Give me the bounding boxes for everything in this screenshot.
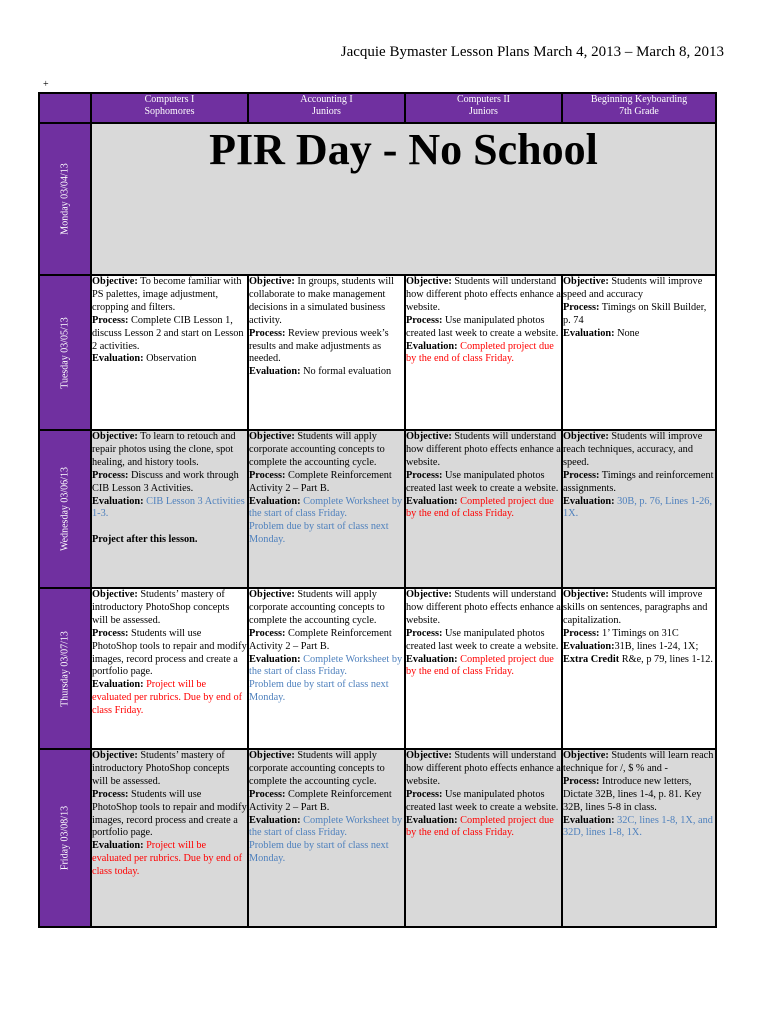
- evaluation-text: Observation: [143, 353, 197, 365]
- process-text: Use manipulated photos created last week to create a website.: [406, 788, 559, 813]
- corner-cell: [39, 93, 91, 123]
- evaluation-extra-text: Problem due by start of class next Monday.: [249, 521, 389, 546]
- evaluation-text: Complete Worksheet by the start of class Friday.: [249, 814, 403, 839]
- evaluation-label: Evaluation:: [563, 814, 615, 826]
- evaluation-text: No formal evaluation: [300, 366, 392, 378]
- evaluation-text: Project will be evaluated per rubrics. Due by end of class today.: [92, 840, 243, 878]
- objective-text: Students will improve speed and accuracy: [563, 276, 703, 300]
- lesson-cell: [562, 275, 716, 430]
- objective-label: Objective:: [406, 589, 452, 600]
- lesson-cell: [248, 275, 405, 430]
- no-school-banner: PIR Day - No School: [91, 123, 716, 275]
- evaluation-label: Evaluation:: [249, 814, 301, 826]
- evaluation-label: Evaluation:: [249, 653, 301, 665]
- objective-label: Objective:: [92, 589, 138, 600]
- objective-text: Students will understand how different photo effects enhance a website.: [406, 431, 561, 468]
- lesson-cell: [405, 275, 562, 430]
- evaluation-text: Completed project due by the end of class Friday.: [406, 814, 554, 839]
- row-tuesday: [39, 275, 716, 430]
- process-label: Process:: [249, 327, 286, 339]
- evaluation-text: 32C, lines 1-8, 1X, and 32D, lines 1-8, 1X.: [563, 814, 713, 839]
- objective-text: Students will understand how different photo effects enhance a website.: [406, 276, 561, 313]
- process-label: Process:: [92, 314, 129, 326]
- objective-text: To learn to retouch and repair photos using the clone, spot healing, and history tools.: [92, 431, 236, 468]
- objective-label: Objective:: [249, 276, 295, 287]
- process-label: Process:: [563, 301, 600, 313]
- evaluation-text: Complete Worksheet by the start of class Friday.: [249, 495, 403, 520]
- lesson-cell: [562, 430, 716, 588]
- evaluation-text: Project will be evaluated per rubrics. Due by end of class Friday.: [92, 679, 243, 717]
- column-title: Beginning Keyboarding: [590, 94, 688, 105]
- evaluation-text: Completed project due by the end of class Friday.: [406, 340, 554, 365]
- objective-text: In groups, students will collaborate to make management decisions in a simulated business activity.: [249, 276, 394, 326]
- objective-text: Students’ mastery of introductory PhotoShop concepts will be assessed.: [92, 750, 230, 787]
- evaluation-label: Evaluation:: [249, 366, 301, 378]
- lesson-cell: [405, 749, 562, 927]
- column-title: Computers I: [144, 94, 195, 105]
- process-text: Use manipulated photos created last week to create a website.: [406, 627, 559, 652]
- evaluation-text: Completed project due by the end of class Friday.: [406, 495, 554, 520]
- day-label-thursday: Thursday 03/07/13: [39, 588, 91, 749]
- objective-label: Objective:: [563, 431, 609, 442]
- evaluation-text: Completed project due by the end of class Friday.: [406, 653, 554, 678]
- objective-label: Objective:: [92, 431, 138, 442]
- evaluation-text: 31B, lines 1-24, 1X;: [614, 640, 699, 652]
- process-text: Introduce new letters, Dictate 32B, lines 1-4, p. 81. Key 32B, lines 5-8 in class.: [563, 775, 702, 813]
- lesson-cell: [248, 430, 405, 588]
- process-label: Process:: [406, 314, 443, 326]
- lesson-cell: [91, 275, 248, 430]
- column-header-computers-1: [91, 93, 248, 123]
- column-grade: Juniors: [312, 106, 341, 117]
- evaluation-label: Evaluation:: [406, 814, 458, 826]
- evaluation-label: Evaluation:: [406, 653, 458, 665]
- evaluation-label: Evaluation:: [92, 840, 144, 852]
- process-label: Process:: [406, 627, 443, 639]
- document-title: Jacquie Bymaster Lesson Plans March 4, 2013 – March 8, 2013: [340, 44, 724, 60]
- evaluation-extra-text: Problem due by start of class next Monday.: [249, 840, 389, 865]
- process-label: Process:: [563, 775, 600, 787]
- evaluation-text: 30B, p. 76, Lines 1-26, 1X.: [563, 495, 713, 520]
- lesson-cell: [562, 749, 716, 927]
- header-row: [39, 93, 716, 123]
- evaluation-label: Evaluation:: [92, 679, 144, 691]
- process-text: Timings on Skill Builder, p. 74: [563, 301, 707, 326]
- row-thursday: [39, 588, 716, 749]
- extra-credit-label: Extra Credit: [563, 653, 620, 665]
- objective-text: Students will understand how different photo effects enhance a website.: [406, 750, 561, 787]
- objective-text: Students will understand how different photo effects enhance a website.: [406, 589, 561, 626]
- process-label: Process:: [563, 627, 600, 639]
- objective-label: Objective:: [92, 750, 138, 761]
- lesson-cell: [248, 588, 405, 749]
- column-grade: Sophomores: [144, 106, 195, 117]
- evaluation-label: Evaluation:: [563, 327, 615, 339]
- lesson-cell: [91, 749, 248, 927]
- process-text: Students will use PhotoShop tools to repair and modify images, record process and create a portfolio page.: [92, 627, 247, 678]
- process-label: Process:: [249, 469, 286, 481]
- column-header-accounting-1: [248, 93, 405, 123]
- objective-text: Students will improve skills on sentences, paragraphs and capitalization.: [563, 589, 708, 626]
- lesson-cell: [405, 588, 562, 749]
- objective-text: Students’ mastery of introductory PhotoShop concepts will be assessed.: [92, 589, 230, 626]
- extra-credit-text: R&e, p 79, lines 1-12.: [619, 653, 713, 665]
- objective-label: Objective:: [563, 276, 609, 287]
- objective-label: Objective:: [249, 431, 295, 442]
- objective-label: Objective:: [406, 431, 452, 442]
- evaluation-label: Evaluation:: [406, 340, 458, 352]
- column-header-keyboarding: [562, 93, 716, 123]
- process-label: Process:: [563, 469, 600, 481]
- objective-text: Students will apply corporate accounting concepts to complete the accounting cycle.: [249, 589, 385, 626]
- objective-label: Objective:: [249, 750, 295, 761]
- lesson-cell: [91, 430, 248, 588]
- day-label-tuesday: Tuesday 03/05/13: [39, 275, 91, 430]
- process-text: 1’ Timings on 31C: [599, 627, 679, 639]
- evaluation-text: CIB Lesson 3 Activities 1-3.: [92, 495, 245, 520]
- evaluation-extra-text: Problem due by start of class next Monday.: [249, 679, 389, 704]
- evaluation-label: Evaluation:: [406, 495, 458, 507]
- process-label: Process:: [406, 469, 443, 481]
- process-label: Process:: [92, 788, 129, 800]
- objective-label: Objective:: [563, 589, 609, 600]
- objective-label: Objective:: [563, 750, 609, 761]
- objective-label: Objective:: [249, 589, 295, 600]
- process-text: Students will use PhotoShop tools to repair and modify images, record process and create a portfolio page.: [92, 788, 247, 839]
- evaluation-label: Evaluation:: [249, 495, 301, 507]
- process-text: Use manipulated photos created last week to create a website.: [406, 314, 559, 339]
- column-grade: Juniors: [469, 106, 498, 117]
- objective-label: Objective:: [406, 276, 452, 287]
- objective-label: Objective:: [406, 750, 452, 761]
- objective-text: Students will apply corporate accounting concepts to complete the accounting cycle.: [249, 750, 385, 787]
- day-label-wednesday: Wednesday 03/06/13: [39, 430, 91, 588]
- evaluation-text: None: [614, 327, 640, 339]
- objective-text: Students will apply corporate accounting concepts to complete the accounting cycle.: [249, 431, 385, 468]
- evaluation-label: Evaluation:: [563, 640, 615, 652]
- day-label-monday: Monday 03/04/13: [39, 123, 91, 275]
- evaluation-label: Evaluation:: [92, 353, 144, 365]
- process-label: Process:: [249, 627, 286, 639]
- process-label: Process:: [406, 788, 443, 800]
- evaluation-label: Evaluation:: [92, 495, 144, 507]
- process-text: Complete Reinforcement Activity 2 – Part B.: [249, 788, 392, 813]
- row-monday: [39, 123, 716, 275]
- column-header-computers-2: [405, 93, 562, 123]
- objective-text: Students will learn reach technique for /, $ % and -: [563, 750, 714, 774]
- process-text: Complete Reinforcement Activity 2 – Part B.: [249, 627, 392, 652]
- day-label-friday: Friday 03/08/13: [39, 749, 91, 927]
- objective-label: Objective:: [92, 276, 138, 287]
- process-text: Discuss and work through CIB Lesson 3 Activities.: [92, 469, 239, 494]
- lesson-cell: [91, 588, 248, 749]
- process-text: Review previous week’s results and make adjustments as needed.: [249, 327, 389, 365]
- process-label: Process:: [249, 788, 286, 800]
- column-title: Computers II: [456, 94, 511, 105]
- row-friday: [39, 749, 716, 927]
- process-label: Process:: [92, 627, 129, 639]
- table-move-handle: +: [43, 79, 49, 90]
- column-grade: 7th Grade: [619, 106, 659, 117]
- process-text: Timings and reinforcement assignments.: [563, 469, 714, 494]
- process-text: Use manipulated photos created last week to create a website.: [406, 469, 559, 494]
- process-label: Process:: [92, 469, 129, 481]
- row-wednesday: [39, 430, 716, 588]
- process-text: Complete CIB Lesson 1, discuss Lesson 2 and start on Lesson 2 activities.: [92, 314, 244, 352]
- lesson-cell: [405, 430, 562, 588]
- project-note: Project after this lesson.: [92, 534, 198, 546]
- process-text: Complete Reinforcement Activity 2 – Part B.: [249, 469, 392, 494]
- lesson-cell: [248, 749, 405, 927]
- objective-text: To become familiar with PS palettes, image adjustment, cropping and filters.: [92, 276, 242, 313]
- lesson-plan-table: [38, 92, 717, 928]
- lesson-cell: [562, 588, 716, 749]
- evaluation-text: Complete Worksheet by the start of class Friday.: [249, 653, 403, 678]
- objective-text: Students will improve reach techniques, accuracy, and speed.: [563, 431, 703, 468]
- evaluation-label: Evaluation:: [563, 495, 615, 507]
- column-title: Accounting I: [300, 94, 353, 105]
